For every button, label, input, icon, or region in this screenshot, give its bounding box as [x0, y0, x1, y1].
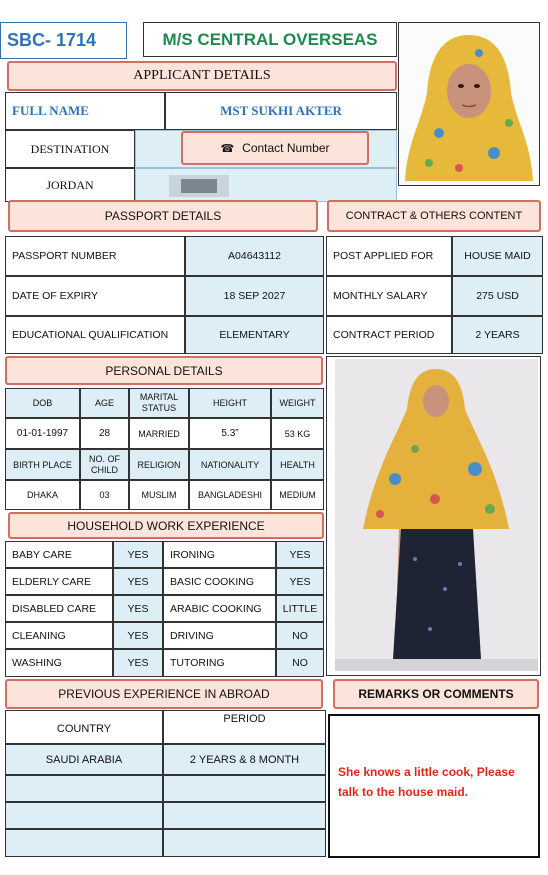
household-value: YES [113, 568, 163, 595]
birth-place-value: DHAKA [5, 480, 80, 510]
full-name-value: MST SUKHI AKTER [165, 92, 397, 130]
salary-value: 275 USD [452, 276, 543, 316]
abroad-period-value: 2 YEARS & 8 MONTH [163, 744, 326, 775]
section-remarks: REMARKS OR COMMENTS [333, 679, 539, 709]
post-label: POST APPLIED FOR [326, 236, 452, 276]
full-body-photo [335, 359, 538, 671]
nationality-label: NATIONALITY [189, 449, 271, 480]
agency-name: M/S CENTRAL OVERSEAS [143, 22, 397, 57]
post-value: HOUSE MAID [452, 236, 543, 276]
full-name-label: FULL NAME [5, 92, 165, 130]
household-value: YES [276, 568, 324, 595]
destination-value: JORDAN [5, 168, 135, 202]
household-skill: DISABLED CARE [5, 595, 113, 622]
height-label: HEIGHT [189, 388, 271, 418]
abroad-empty-cell [163, 775, 326, 802]
health-label: HEALTH [271, 449, 324, 480]
household-value: LITTLE [276, 595, 324, 622]
household-skill: DRIVING [163, 622, 276, 649]
portrait-photo [399, 23, 539, 185]
household-skill: WASHING [5, 649, 113, 677]
redacted-contact [161, 171, 241, 201]
remarks-text: She knows a little cook, Please talk to the house maid. [338, 765, 515, 799]
children-value: 03 [80, 480, 129, 510]
household-skill: IRONING [163, 541, 276, 568]
household-value: YES [113, 649, 163, 677]
nationality-value: BANGLADESHI [189, 480, 271, 510]
contact-number-text: Contact Number [242, 141, 330, 155]
abroad-country-value: SAUDI ARABIA [5, 744, 163, 775]
contact-number-label [181, 131, 369, 165]
passport-number-value: A04643112 [185, 236, 324, 276]
abroad-empty-cell [5, 802, 163, 829]
contract-period-label: CONTRACT PERIOD [326, 316, 452, 354]
household-skill: TUTORING [163, 649, 276, 677]
salary-label: MONTHLY SALARY [326, 276, 452, 316]
expiry-value: 18 SEP 2027 [185, 276, 324, 316]
section-household-work: HOUSEHOLD WORK EXPERIENCE [8, 512, 324, 539]
household-skill: ARABIC COOKING [163, 595, 276, 622]
destination-label: DESTINATION [5, 130, 135, 168]
children-label: NO. OF CHILD [80, 449, 129, 480]
household-skill: CLEANING [5, 622, 113, 649]
household-value: YES [113, 595, 163, 622]
household-skill: BABY CARE [5, 541, 113, 568]
height-value: 5.3” [189, 418, 271, 449]
birth-place-label: BIRTH PLACE [5, 449, 80, 480]
remarks-box [328, 714, 540, 858]
education-value: ELEMENTARY [185, 316, 324, 354]
household-value: NO [276, 622, 324, 649]
household-skill: BASIC COOKING [163, 568, 276, 595]
dob-value: 01-01-1997 [5, 418, 80, 449]
section-previous-experience: PREVIOUS EXPERIENCE IN ABROAD [5, 679, 323, 709]
dob-label: DOB [5, 388, 80, 418]
period-header: PERIOD [163, 710, 326, 744]
abroad-empty-cell [163, 829, 326, 857]
household-value: NO [276, 649, 324, 677]
full-body-photo-frame [326, 356, 541, 676]
household-value: YES [113, 541, 163, 568]
age-label: AGE [80, 388, 129, 418]
weight-value: 53 KG [271, 418, 324, 449]
country-header: COUNTRY [5, 710, 163, 744]
weight-label: WEIGHT [271, 388, 324, 418]
marital-status-value: MARRIED [129, 418, 189, 449]
section-applicant-details: APPLICANT DETAILS [7, 61, 397, 91]
religion-label: RELIGION [129, 449, 189, 480]
marital-status-label: MARITAL STATUS [129, 388, 189, 418]
abroad-empty-cell [5, 829, 163, 857]
abroad-empty-cell [163, 802, 326, 829]
section-contract-details: CONTRACT & OTHERS CONTENT [327, 200, 541, 232]
age-value: 28 [80, 418, 129, 449]
household-value: YES [276, 541, 324, 568]
household-skill: ELDERLY CARE [5, 568, 113, 595]
education-label: EDUCATIONAL QUALIFICATION [5, 316, 185, 354]
contact-value-area [135, 168, 397, 202]
contract-period-value: 2 YEARS [452, 316, 543, 354]
household-value: YES [113, 622, 163, 649]
phone-icon: ☎ [220, 142, 235, 155]
abroad-empty-cell [5, 775, 163, 802]
candidate-code: SBC- 1714 [0, 22, 127, 59]
health-value: MEDIUM [271, 480, 324, 510]
section-personal-details: PERSONAL DETAILS [5, 356, 323, 385]
passport-number-label: PASSPORT NUMBER [5, 236, 185, 276]
religion-value: MUSLIM [129, 480, 189, 510]
portrait-photo-frame [398, 22, 540, 186]
section-passport-details: PASSPORT DETAILS [8, 200, 318, 232]
expiry-label: DATE OF EXPIRY [5, 276, 185, 316]
